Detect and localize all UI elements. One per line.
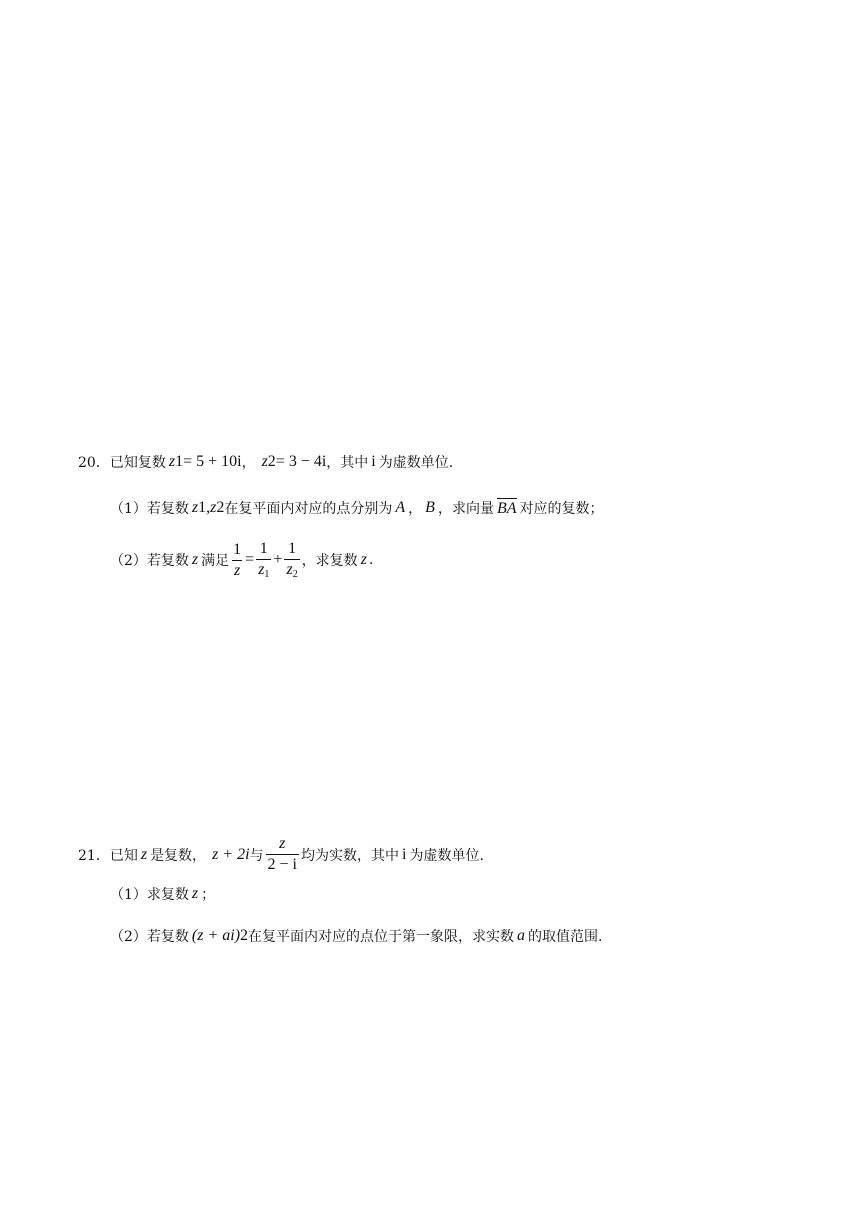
fraction-1-over-z2: $\frac{1}{z_2}$ <box>286 540 298 580</box>
q21-part2: （2）若复数 (z + ai) 2 在复平面内对应的点位于第一象限，求实数 a 的取值范围. <box>110 927 603 945</box>
q20-number: 20． <box>78 455 110 471</box>
q20-stem: 20． 已知复数 z 1 = 5 + 10i ， z 2 = 3 − 4i ，其中 i 为虚数单位. <box>78 453 454 471</box>
fraction-z-over-2-minus-i: $\frac{z}{2 - i}$ <box>267 835 297 873</box>
vector-ba: BA <box>496 500 517 517</box>
q20-part2: （2）若复数 z 满足 $\frac{1}{z}$ = $\frac{1}{z_1}$ + $\frac{1}{z_2}$ ，求复数 z . <box>110 540 374 580</box>
q21-part1: （1）求复数 z ； <box>110 885 216 903</box>
q21-number: 21． <box>78 847 110 864</box>
fraction-1-over-z1: $\frac{1}{z_1}$ <box>258 540 270 580</box>
q20-part1: （1）若复数 z 1 , z 2 在复平面内对应的点分别为 A ， B ，求向量 BA 对应的复数； <box>110 499 604 517</box>
fraction-1-over-z: $\frac{1}{z}$ <box>233 540 242 579</box>
q21-stem: 21． 已知 z 是复数， z + 2i 与 $\frac{z}{2 - i}$ 均为实数，其中 i 为虚数单位. <box>78 835 484 873</box>
